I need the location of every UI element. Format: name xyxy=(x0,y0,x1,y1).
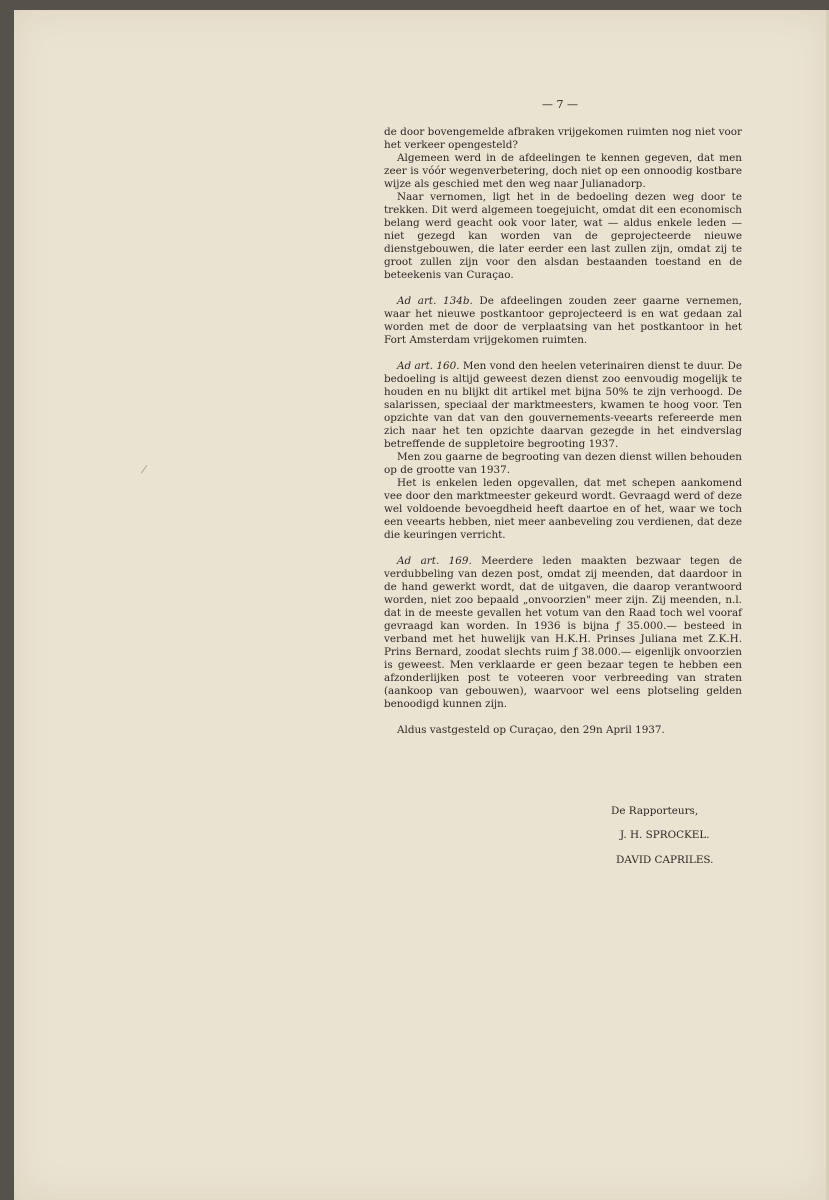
paragraph-continuation: de door bovengemelde afbraken vrijgekomen ruimten nog niet voor het verkeer opengesteld? xyxy=(384,126,742,151)
spacer xyxy=(384,282,742,295)
page-number: — 7 — xyxy=(542,98,578,111)
rapporteurs-label: De Rapporteurs, xyxy=(611,805,699,817)
closing-statement: Aldus vastgesteld op Curaçao, den 29n April 1937. xyxy=(397,724,665,736)
signer-capriles: DAVID CAPRILES. xyxy=(616,854,714,866)
spacer xyxy=(384,711,742,724)
paragraph-budget-1937: Men zou gaarne de begrooting van dezen dienst willen behouden op de grootte van 1937. xyxy=(384,451,742,476)
article-text-134b: De afdeelingen zouden zeer gaarne vernemen, waar het nieuwe postkantoor geprojecteerd is en wat gedaan zal worden met de door de verplaatsing van het postkantoor in het Fort Amsterdam vrijgekomen ruimten. xyxy=(384,295,742,346)
document-body xyxy=(384,126,742,737)
spacer xyxy=(384,542,742,555)
article-text-160: Men vond den heelen veterinairen dienst te duur. De bedoeling is altijd geweest dezen dienst zoo eenvoudig mogelijk te houden en nu blijkt dit artikel met bijna 50% te zijn verhoogd. De salarissen, speciaal der marktmeesters, kwamen te hoog voor. Ten opzichte van dat van den gouvernements-veearts refereerde men zich naar het ten opzichte daarvan gezegde in het eindverslag betreffende de suppletoire begrooting 1937. xyxy=(384,360,742,450)
paragraph-road-extension: Naar vernomen, ligt het in de bedoeling dezen weg door te trekken. Dit werd algemeen toegejuicht, omdat dit een economisch belang werd geacht ook voor later, wat — aldus enkele leden — niet gezegd kan worden van de geprojecteerde nieuwe dienstgebouwen, die later eerder een last zullen zijn, omdat zij te groot zullen zijn voor den alsdan bestaanden toestand en de beteekenis van Curaçao. xyxy=(384,191,742,281)
signer-sprockel: J. H. SPROCKEL. xyxy=(620,829,710,841)
article-ref-160: Ad art. 160. xyxy=(397,360,460,372)
spacer xyxy=(384,347,742,360)
paragraph-road-improvement: Algemeen werd in de afdeelingen te kennen gegeven, dat men zeer is vóór wegenverbetering, doch niet op een onnoodig kostbare wijze als geschied met den weg naar Julianadorp. xyxy=(384,152,742,190)
section-art-134b xyxy=(384,295,742,347)
paragraph-livestock-inspection: Het is enkelen leden opgevallen, dat met schepen aankomend vee door den marktmeester gekeurd wordt. Gevraagd werd of deze wel voldoende bevoegdheid heeft daartoe en of het, waar we toch een veearts hebben, niet meer aanbeveling zou verdienen, dat deze die keuringen verricht. xyxy=(384,477,742,541)
section-art-160 xyxy=(384,360,742,451)
article-ref-134b: Ad art. 134b. xyxy=(397,295,473,307)
article-ref-169: Ad art. 169. xyxy=(397,555,472,567)
section-art-169 xyxy=(384,555,742,711)
article-text-169: Meerdere leden maakten bezwaar tegen de verdubbeling van dezen post, omdat zij meenden, dat daardoor in de hand gewerkt wordt, dat de uitgaven, die daarop verantwoord worden, niet zoo bepaald „onvoorzien" meer zijn. Zij meenden, n.l. dat in de meeste gevallen het votum van den Raad toch wel vooraf gevraagd kan worden. In 1936 is bijna ƒ 35.000.— besteed in verband met het huwelijk van H.K.H. Prinses Juliana met Z.K.H. Prins Bernard, zoodat slechts ruim ƒ 38.000.— eigenlijk onvoorzien is geweest. Men verklaarde er geen bezaar tegen te hebben een afzonderlijken post te voteeren voor verbreeding van straten (aankoop van gebouwen), waarvoor wel eens plotseling gelden benoodigd kunnen zijn. xyxy=(384,555,742,710)
